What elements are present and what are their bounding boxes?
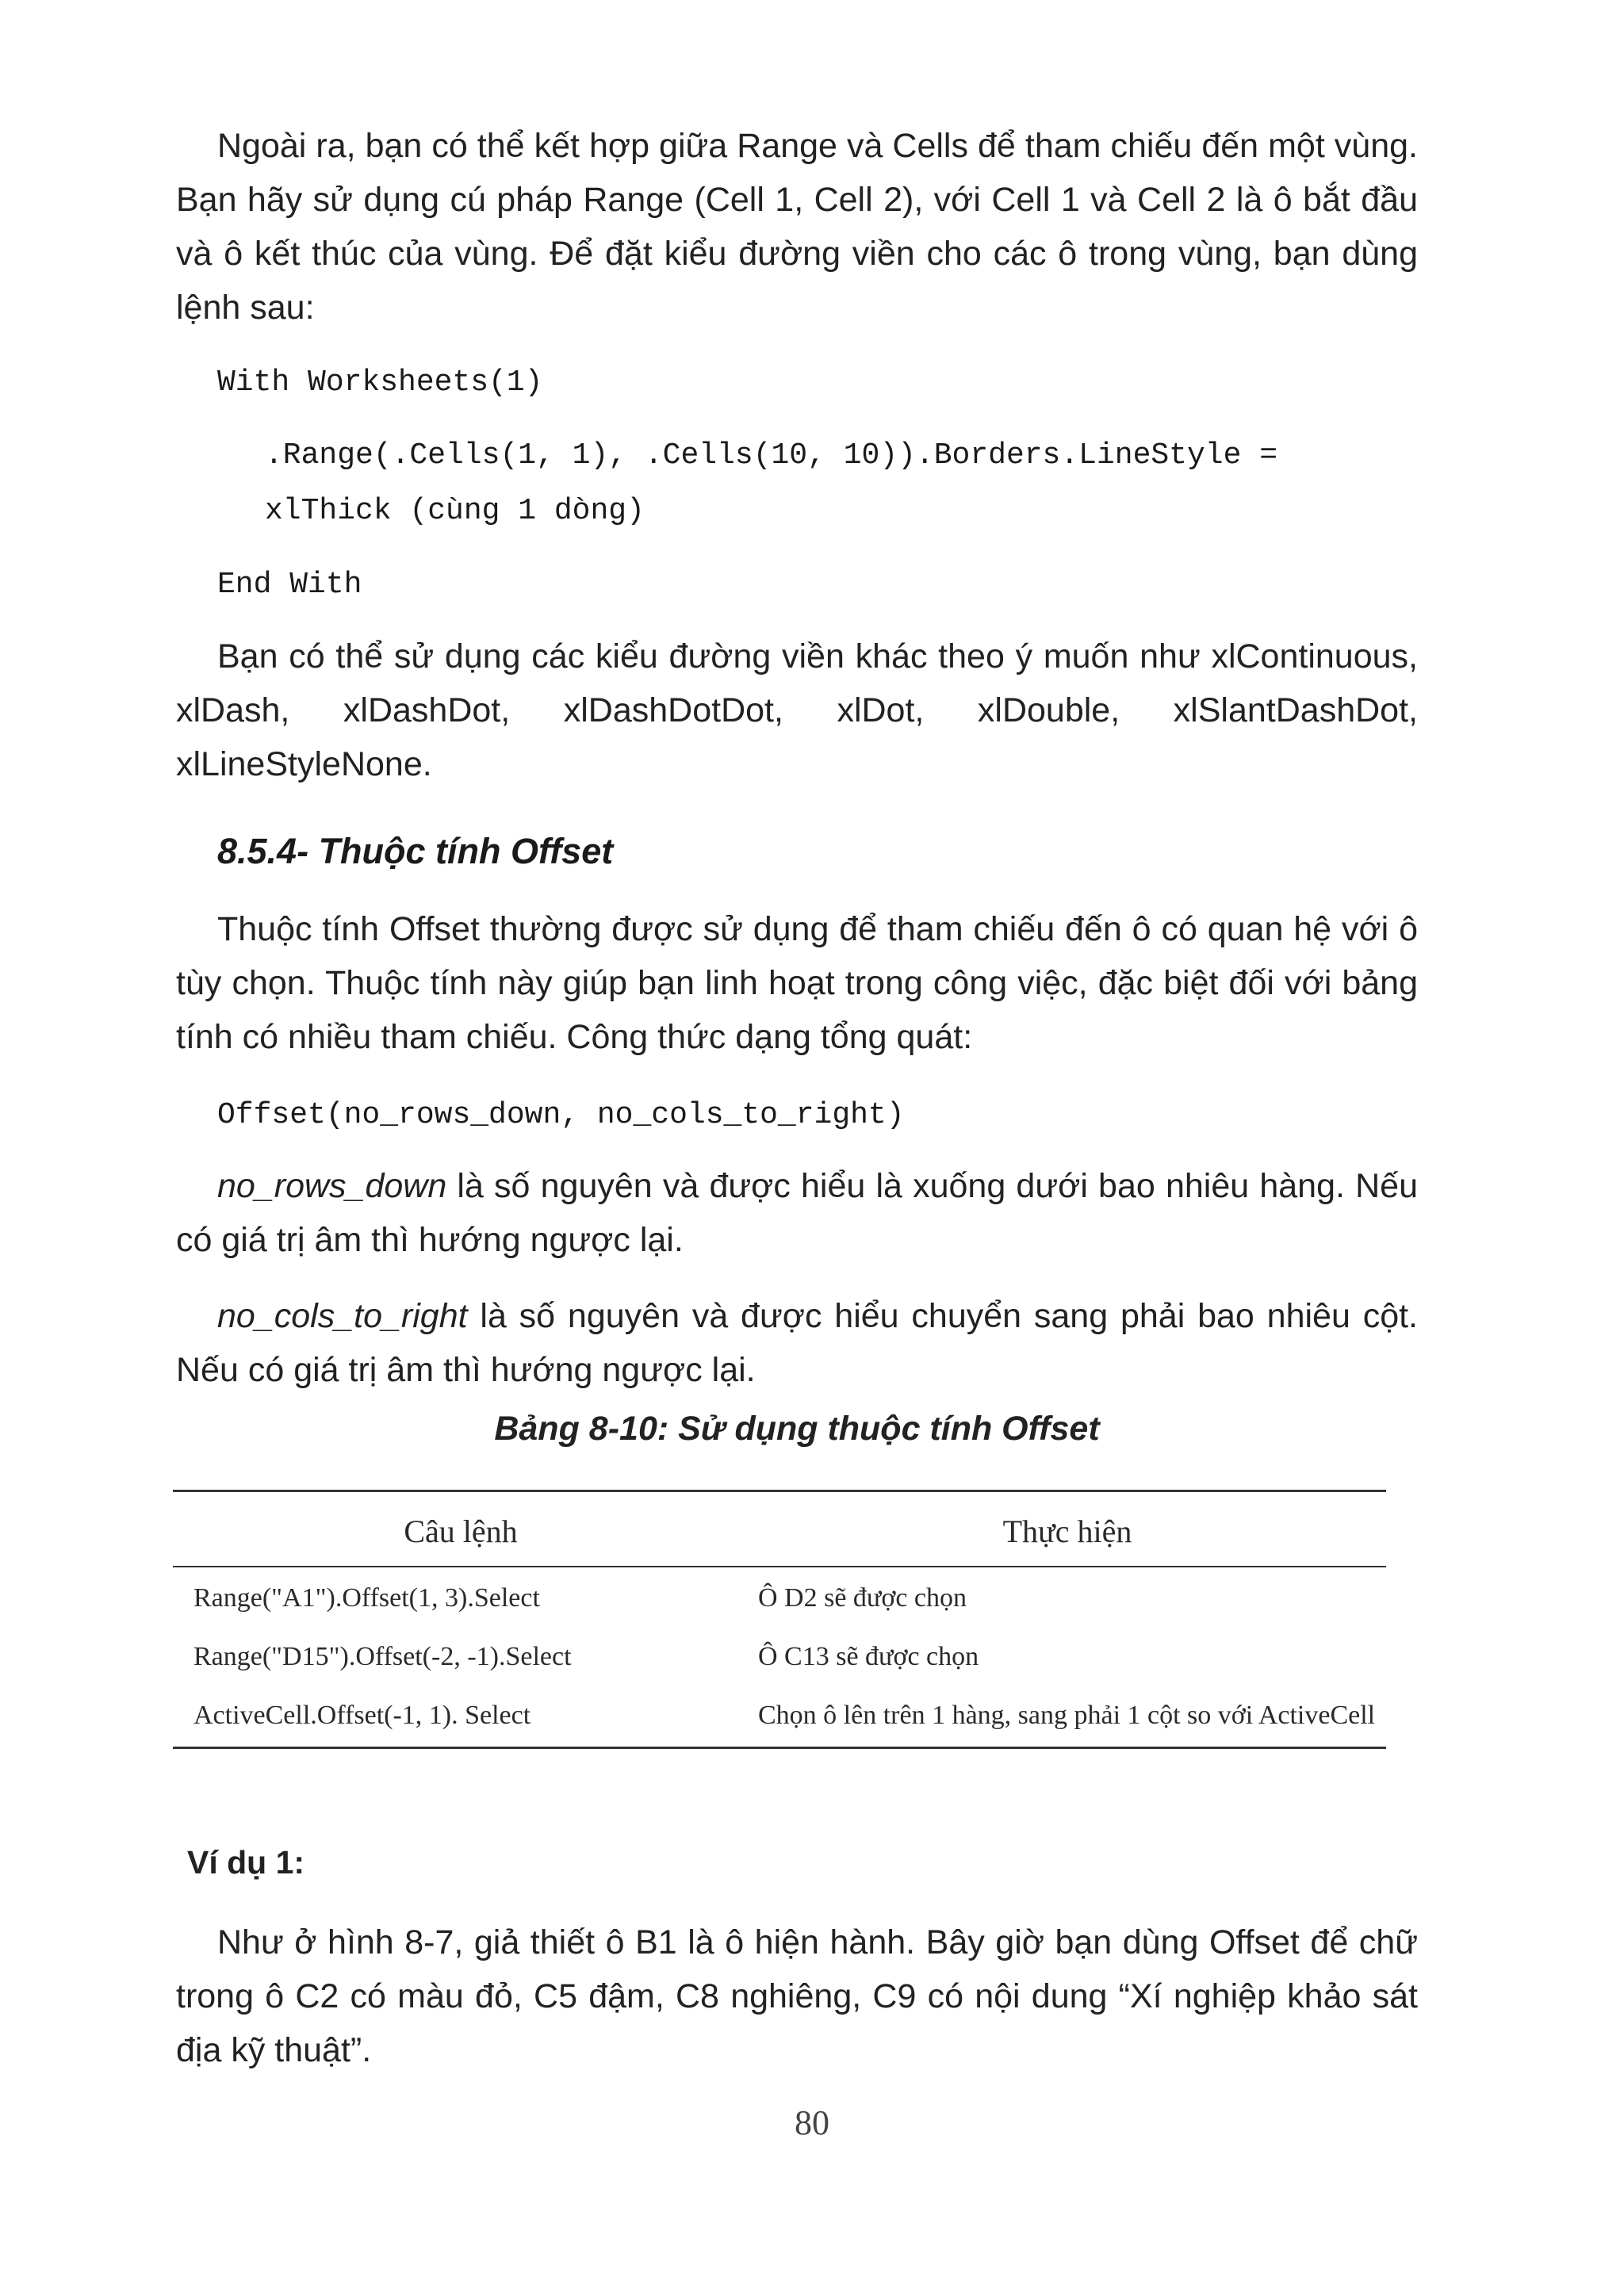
table-header-action: Thực hiện — [749, 1491, 1386, 1567]
table-header-command: Câu lệnh — [173, 1491, 749, 1567]
table-cell-command: Range("A1").Offset(1, 3).Select — [193, 1583, 540, 1613]
table-cell-command: Range("D15").Offset(-2, -1).Select — [193, 1642, 572, 1671]
paragraph-cols-right-text: là số nguyên và được hiểu chuyển sang phải bao nhiêu cột. Nếu có giá trị âm thì hướng ngược lại. — [176, 1297, 1418, 1389]
page-number: 80 — [795, 2103, 829, 2142]
table-cell-command: ActiveCell.Offset(-1, 1). Select — [173, 1685, 749, 1748]
paragraph-offset-intro: Thuộc tính Offset thường được sử dụng để tham chiếu đến ô có quan hệ với ô tùy chọn. Thuộc tính này giúp bạn linh hoạt trong công việc, đặc biệt đối với bảng tính có nhiều tham chiếu. Công thức dạng tổng quát: — [176, 910, 1418, 1056]
code-line-with: With Worksheets(1) — [217, 365, 543, 400]
section-heading-offset: 8.5.4- Thuộc tính Offset — [217, 831, 614, 871]
code-offset-syntax: Offset(no_rows_down, no_cols_to_right) — [217, 1098, 905, 1132]
table-cell-action: Ô D2 sẽ được chọn — [758, 1583, 967, 1613]
table-row — [173, 1567, 1386, 1626]
code-line-range: .Range(.Cells(1, 1), .Cells(10, 10)).Borders.LineStyle = — [265, 438, 1278, 473]
paragraph-example: Như ở hình 8-7, giả thiết ô B1 là ô hiện hành. Bây giờ bạn dùng Offset để chữ trong ô C2 có màu đỏ, C5 đậm, C8 nghiêng, C9 có nội dung “Xí nghiệp khảo sát địa kỹ thuật”. — [176, 1923, 1418, 2069]
paragraph-rows-down-text: là số nguyên và được hiểu là xuống dưới bao nhiêu hàng. Nếu có giá trị âm thì hướng ngược lại. — [176, 1167, 1418, 1259]
table-row — [173, 1626, 1386, 1685]
table-header-row — [173, 1491, 1386, 1567]
table-cell-action: Chọn ô lên trên 1 hàng, sang phải 1 cột so với ActiveCell — [749, 1685, 1386, 1748]
table-row — [173, 1685, 1386, 1748]
code-line-xlthick: xlThick (cùng 1 dòng) — [265, 494, 645, 528]
paragraph-cols-right — [176, 1289, 1418, 1397]
table-cell-action: Ô C13 sẽ được chọn — [758, 1642, 979, 1671]
paragraph-rows-down — [176, 1159, 1418, 1267]
example-label: Ví dụ 1: — [187, 1844, 305, 1881]
paragraph-line-styles: Bạn có thể sử dụng các kiểu đường viền khác theo ý muốn như xlContinuous, xlDash, xlDashDot, xlDashDotDot, xlDot, xlDouble, xlSlantDashDot, xlLineStyleNone. — [176, 637, 1418, 783]
code-line-end-with: End With — [217, 568, 362, 602]
offset-table — [173, 1490, 1386, 1749]
term-rows-down: no_rows_down — [217, 1167, 447, 1205]
paragraph-range-cells: Ngoài ra, bạn có thể kết hợp giữa Range và Cells để tham chiếu đến một vùng. Bạn hãy sử dụng cú pháp Range (Cell 1, Cell 2), với Cell 1 và Cell 2 là ô bắt đầu và ô kết thúc của vùng. Để đặt kiểu đường viền cho các ô trong vùng, bạn dùng lệnh sau: — [176, 127, 1418, 327]
table-caption: Bảng 8-10: Sử dụng thuộc tính Offset — [494, 1410, 1100, 1448]
term-cols-right: no_cols_to_right — [217, 1297, 468, 1335]
